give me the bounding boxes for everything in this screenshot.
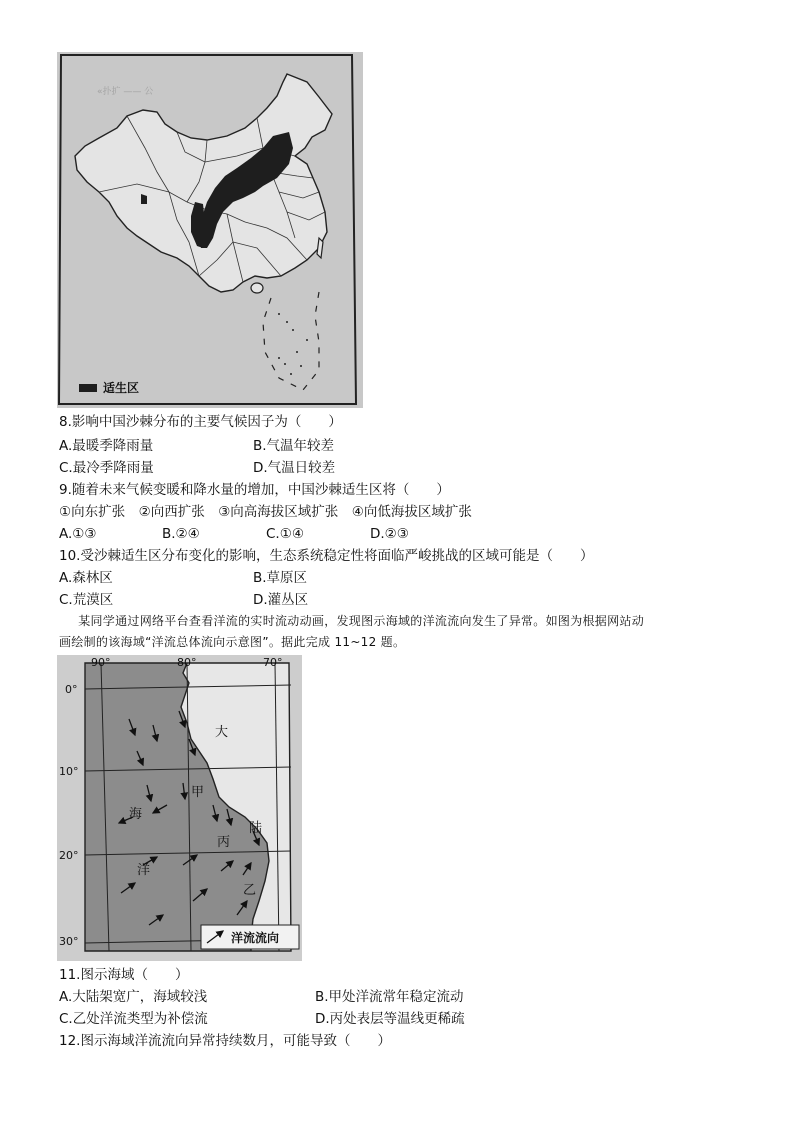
lon-label-80: 80° [177,656,197,669]
question-9-option-c: C.①④ [266,526,304,542]
question-11-option-c: C.乙处洋流类型为补偿流 [59,1011,208,1027]
hainan-island [251,283,263,293]
lat-label-30: 30° [59,935,79,948]
question-8-option-c: C.最冷季降雨量 [59,460,154,476]
question-9-option-d: D.②③ [370,526,409,542]
ocean-map-drawing [57,655,302,961]
sea-char-hai: 海 [129,807,143,822]
intro-line-2: 画绘制的该海域“洋流总体流向示意图”。据此完成 11~12 题。 [59,635,406,649]
question-10-option-b: B.草原区 [253,570,308,586]
question-9-option-a: A.①③ [59,526,97,542]
question-11-stem: 11.图示海域（ ） [59,967,189,983]
point-label-yi: 乙 [243,883,257,898]
lat-label-10: 10° [59,765,79,778]
question-11-option-b: B.甲处洋流常年稳定流动 [315,989,464,1005]
question-8-option-d: D.气温日较差 [253,460,336,476]
lat-label-0: 0° [65,683,78,696]
map1-legend-label: 适生区 [103,381,140,395]
china-map-drawing [57,52,363,408]
question-10-option-d: D.灌丛区 [253,592,309,608]
question-8-stem: 8.影响中国沙棘分布的主要气候因子为（ ） [59,414,342,430]
question-9-stem: 9.随着未来气候变暖和降水量的增加，中国沙棘适生区将（ ） [59,482,450,498]
question-8-option-b: B.气温年较差 [253,438,335,454]
question-11-option-a: A.大陆架宽广，海域较浅 [59,989,208,1005]
question-8-option-a: A.最暖季降雨量 [59,438,154,454]
question-9-statements: ①向东扩张 ②向西扩张 ③向高海拔区域扩张 ④向低海拔区域扩张 [59,504,472,520]
point-label-bing: 丙 [217,835,231,850]
land-char-lu: 陆 [249,821,263,836]
land-char-da: 大 [215,725,229,740]
question-10-stem: 10.受沙棘适生区分布变化的影响，生态系统稳定性将面临严峻挑战的区域可能是（ ） [59,548,594,564]
question-11-option-d: D.丙处表层等温线更稀疏 [315,1011,465,1027]
map2-legend-label: 洋流流向 [231,931,280,945]
sea-char-yang: 洋 [137,863,151,878]
point-label-jia: 甲 [191,785,205,800]
question-10-option-a: A.森林区 [59,570,113,586]
china-distribution-map [57,52,363,408]
intro-line-1: 某同学通过网络平台查看洋流的实时流动动画，发现图示海域的洋流流向发生了异常。如图为根据网站动 [78,614,644,628]
lon-label-90: 90° [91,656,111,669]
question-9-option-b: B.②④ [162,526,200,542]
question-12-stem: 12.图示海域洋流流向异常持续数月，可能导致（ ） [59,1033,391,1049]
svg-text:«扑扩 —— 公: «扑扩 —— 公 [97,87,154,97]
question-10-option-c: C.荒漠区 [59,592,114,608]
lat-label-20: 20° [59,849,79,862]
legend-swatch [79,384,97,392]
ocean-current-map [57,655,302,961]
lon-label-70: 70° [263,656,283,669]
